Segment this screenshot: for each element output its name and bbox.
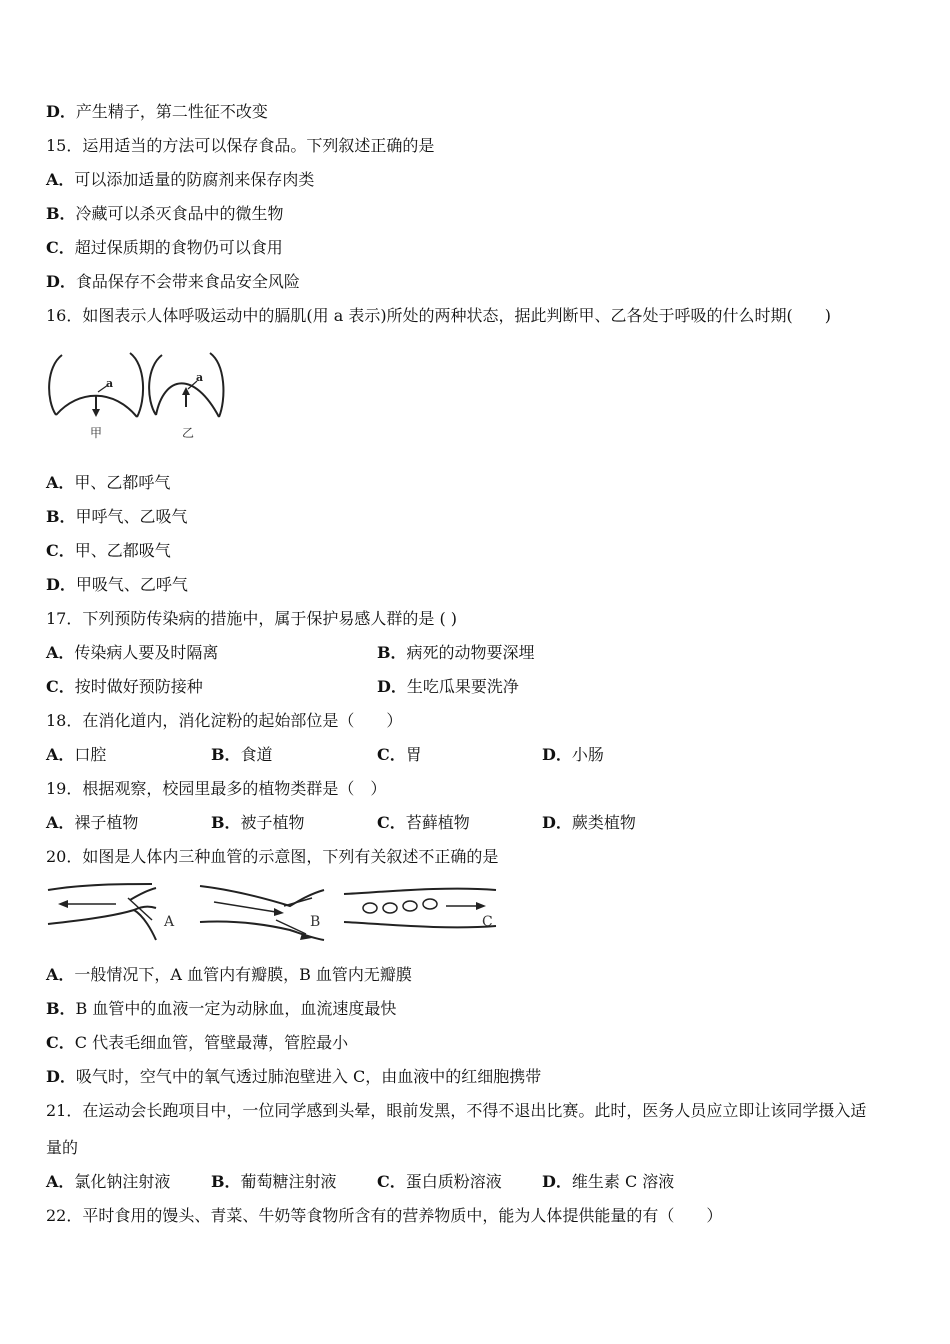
q15-option-b [46, 203, 284, 225]
caption-right: 乙 [182, 426, 195, 440]
option-label: B． [46, 204, 76, 223]
option-label: D． [46, 575, 76, 594]
q18-stem: 18．在消化道内，消化淀粉的起始部位是（ ） [46, 711, 403, 730]
option-text: B 血管中的血液一定为动脉血，血流速度最快 [75, 999, 397, 1018]
q20-option-d [46, 1066, 541, 1088]
option-label: A． [46, 813, 75, 832]
q18-option-c [377, 744, 422, 766]
option-label: D． [46, 1067, 76, 1086]
option-label: D． [377, 677, 407, 696]
option-label: C． [377, 813, 406, 832]
option-label: A． [46, 473, 75, 492]
option-text: 葡萄糖注射液 [240, 1172, 337, 1191]
option-text: 维生素 C 溶液 [571, 1172, 675, 1191]
q22-stem: 22．平时食用的馒头、青菜、牛奶等食物所含有的营养物质中，能为人体提供能量的有（ ） [46, 1206, 723, 1225]
option-text: 甲吸气、乙呼气 [75, 575, 188, 594]
option-label: D． [46, 272, 76, 291]
option-text: 可以添加适量的防腐剂来保存肉类 [74, 170, 315, 189]
q15-option-d [46, 271, 300, 293]
option-text: 吸气时，空气中的氧气透过肺泡壁进入 C，由血液中的红细胞携带 [75, 1067, 542, 1086]
option-text: 超过保质期的食物仍可以食用 [74, 238, 283, 257]
option-label: D． [542, 813, 572, 832]
q16-option-c [46, 540, 171, 562]
option-text: C 代表毛细血管，管壁最薄，管腔最小 [74, 1033, 349, 1052]
diaphragm-figure [44, 345, 234, 440]
option-label: D． [542, 1172, 572, 1191]
option-label: A． [46, 965, 75, 984]
caption-left: 甲 [90, 426, 103, 440]
q19-option-c [377, 812, 470, 834]
label-c: C [482, 914, 493, 930]
q21-option-a [46, 1171, 170, 1193]
option-text: 产生精子，第二性征不改变 [75, 102, 268, 121]
q20-stem: 20．如图是人体内三种血管的示意图，下列有关叙述不正确的是 [46, 847, 499, 866]
option-text: 小肠 [571, 745, 604, 764]
q17-stem: 17．下列预防传染病的措施中，属于保护易感人群的是 ( ) [46, 609, 458, 628]
q21-option-c [377, 1171, 502, 1193]
option-label: C． [46, 677, 75, 696]
q21-option-b [211, 1171, 337, 1193]
q16-stem: 16．如图表示人体呼吸运动中的膈肌(用 a 表示)所处的两种状态，据此判断甲、乙各处于呼吸的什么时期( ) [46, 306, 832, 325]
option-text: 食品保存不会带来食品安全风险 [75, 272, 300, 291]
option-label: D． [542, 745, 572, 764]
option-label: D． [46, 102, 76, 121]
option-label: B． [46, 507, 76, 526]
q18-option-b [211, 744, 273, 766]
label-a-right: a [196, 371, 204, 384]
option-text: 蕨类植物 [571, 813, 636, 832]
q15-option-a [46, 169, 314, 191]
q16-option-b [46, 506, 188, 528]
option-label: A． [46, 745, 75, 764]
option-text: 按时做好预防接种 [74, 677, 203, 696]
option-text: 食道 [240, 745, 273, 764]
option-text: 传染病人要及时隔离 [74, 643, 219, 662]
q17-option-a [46, 642, 218, 664]
label-a: A [164, 914, 175, 930]
q19-option-d [542, 812, 636, 834]
option-text: 冷藏可以杀灭食品中的微生物 [75, 204, 284, 223]
q20-option-a [46, 964, 412, 986]
q19-stem: 19．根据观察，校园里最多的植物类群是（ ） [46, 779, 387, 798]
q19-option-a [46, 812, 138, 834]
option-text: 胃 [405, 745, 422, 764]
option-text: 口腔 [74, 745, 107, 764]
option-text: 甲呼气、乙吸气 [75, 507, 188, 526]
q17-option-c [46, 676, 203, 698]
option-label: B． [211, 745, 241, 764]
q19-option-b [211, 812, 305, 834]
option-text: 甲、乙都吸气 [74, 541, 171, 560]
q20-option-b [46, 998, 396, 1020]
option-label: A． [46, 1172, 75, 1191]
q15-option-c [46, 237, 283, 259]
option-label: B． [211, 813, 241, 832]
option-label: A． [46, 643, 75, 662]
option-text: 蛋白质粉溶液 [405, 1172, 502, 1191]
option-label: C． [377, 1172, 406, 1191]
q17-option-b [377, 642, 535, 664]
q16-option-a [46, 472, 170, 494]
option-text: 甲、乙都呼气 [74, 473, 171, 492]
blood-vessel-figure [44, 876, 504, 948]
option-text: 生吃瓜果要洗净 [406, 677, 519, 696]
option-label: B． [211, 1172, 241, 1191]
option-text: 氯化钠注射液 [74, 1172, 171, 1191]
option-text: 苔藓植物 [405, 813, 470, 832]
q21-option-d [542, 1171, 674, 1193]
q15-stem: 15．运用适当的方法可以保存食品。下列叙述正确的是 [46, 136, 435, 155]
option-label: C． [46, 1033, 75, 1052]
q20-option-c [46, 1032, 348, 1054]
q14-option-d [46, 101, 268, 123]
q16-option-d [46, 574, 188, 596]
option-label: A． [46, 170, 75, 189]
option-text: 病死的动物要深埋 [406, 643, 535, 662]
option-text: 裸子植物 [74, 813, 139, 832]
option-label: C． [377, 745, 406, 764]
q18-option-a [46, 744, 106, 766]
label-b: B [310, 914, 321, 930]
option-label: B． [46, 999, 76, 1018]
option-label: C． [46, 238, 75, 257]
q18-option-d [542, 744, 604, 766]
option-label: B． [377, 643, 407, 662]
option-text: 一般情况下，A 血管内有瓣膜，B 血管内无瓣膜 [74, 965, 412, 984]
option-label: C． [46, 541, 75, 560]
label-a-left: a [106, 377, 114, 390]
q21-stem-line1: 21．在运动会长跑项目中，一位同学感到头晕，眼前发黑，不得不退出比赛。此时，医务人员应立即让该同学摄入适 [46, 1101, 867, 1120]
option-text: 被子植物 [240, 813, 305, 832]
q21-stem-line2: 量的 [46, 1138, 79, 1157]
q17-option-d [377, 676, 519, 698]
